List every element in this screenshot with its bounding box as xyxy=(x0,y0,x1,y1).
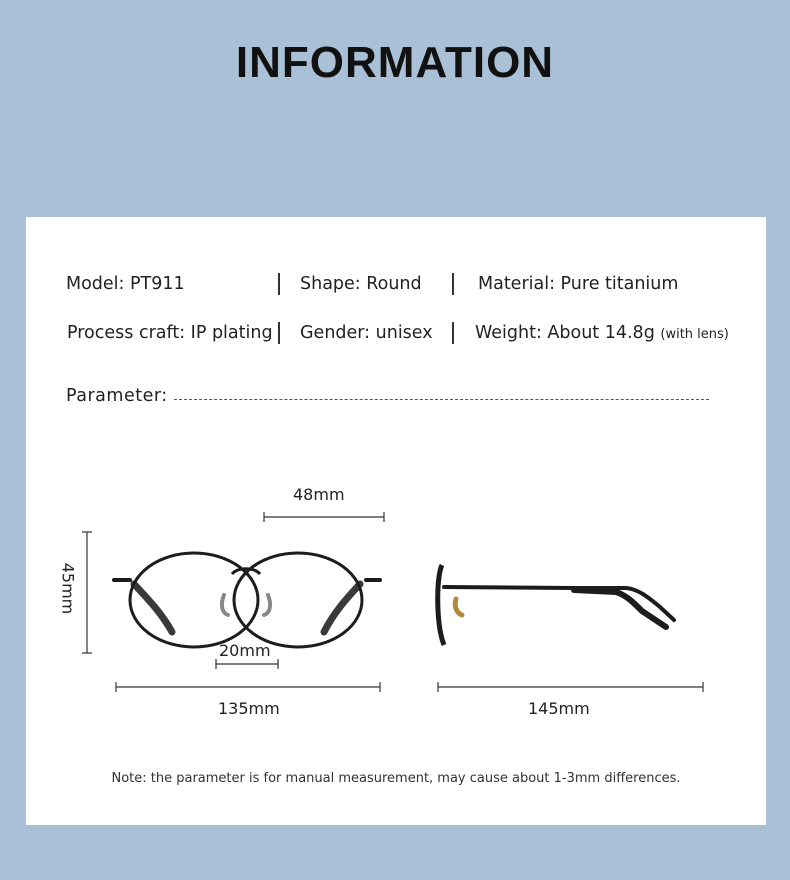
temple-length-label: 145mm xyxy=(528,699,590,718)
spec-gender: Gender: unisex xyxy=(300,323,433,343)
spec-model: Model: PT911 xyxy=(66,274,185,294)
spec-weight-value: Weight: About 14.8g xyxy=(475,323,655,343)
left-nose-pad xyxy=(222,595,228,615)
spec-weight-note: (with lens) xyxy=(660,327,729,342)
spec-shape: Shape: Round xyxy=(300,274,422,294)
side-nose-pad xyxy=(455,599,462,615)
spec-process: Process craft: IP plating xyxy=(67,323,273,343)
spec-material: Material: Pure titanium xyxy=(478,274,679,294)
bridge-label: 20mm xyxy=(219,641,271,660)
glasses-side-view xyxy=(438,565,674,645)
parameter-label: Parameter: xyxy=(66,386,168,406)
frame-width-label: 135mm xyxy=(218,699,280,718)
lens-width-label: 48mm xyxy=(293,485,345,504)
page-title: INFORMATION xyxy=(235,38,555,87)
measurement-note: Note: the parameter is for manual measurement, may cause about 1-3mm differences. xyxy=(111,771,681,786)
glasses-front-view xyxy=(114,553,380,647)
right-nose-pad xyxy=(264,595,270,615)
lens-height-label: 45mm xyxy=(58,562,78,615)
dimension-lines xyxy=(82,512,703,692)
glasses-diagram xyxy=(26,217,766,825)
right-temple-inner xyxy=(324,584,360,632)
side-temple-tip xyxy=(574,590,666,627)
side-temple xyxy=(444,587,674,620)
info-card xyxy=(26,217,766,825)
side-lens-rim xyxy=(438,565,444,645)
